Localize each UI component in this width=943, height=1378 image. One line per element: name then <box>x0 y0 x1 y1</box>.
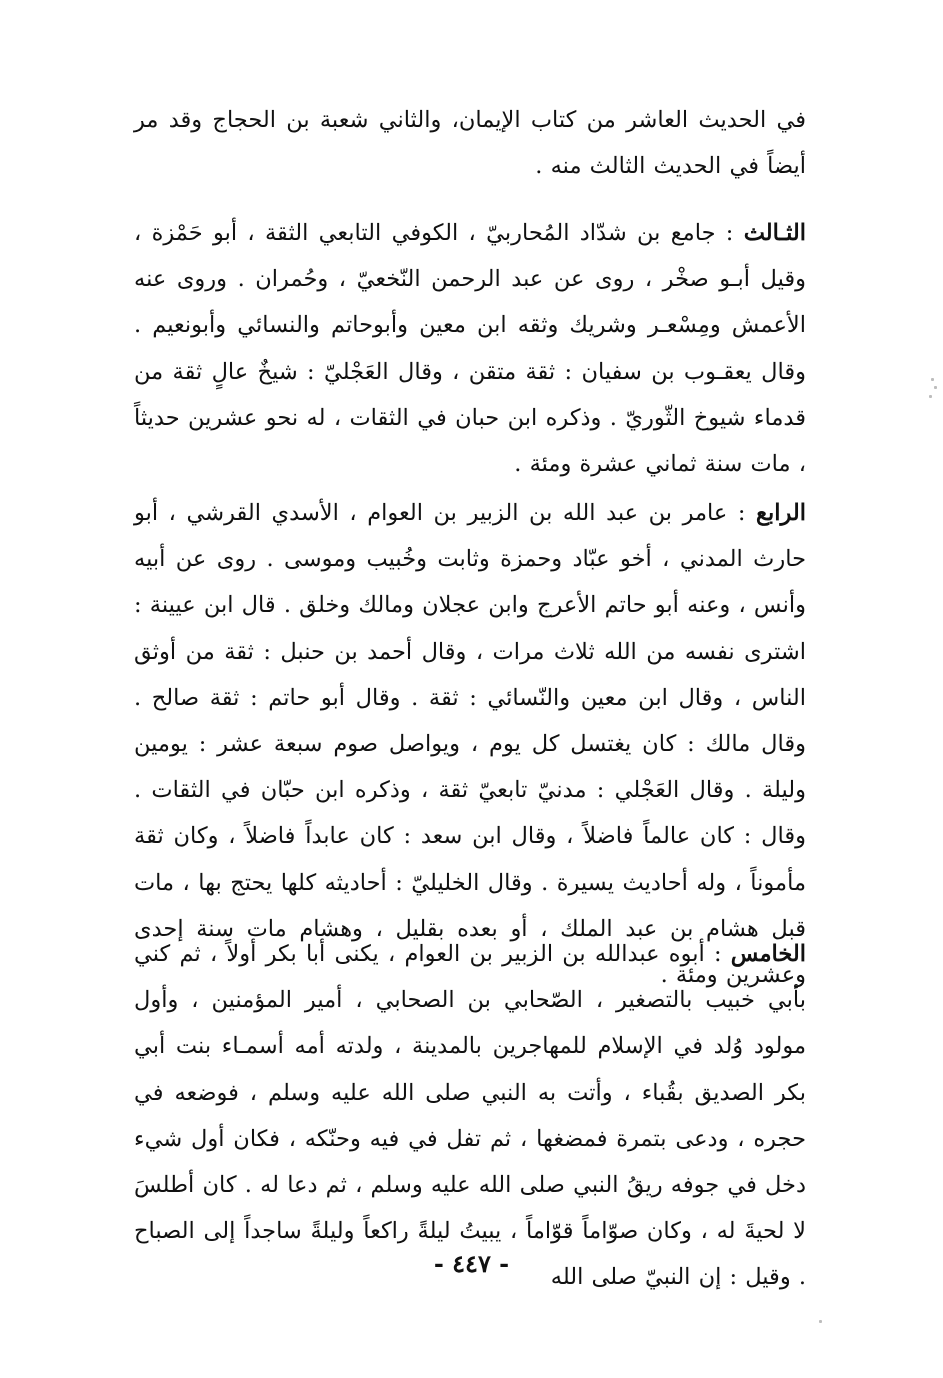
narrator-fifth-paragraph <box>134 931 806 1301</box>
narrator-fourth-heading: الرابع <box>755 500 806 526</box>
narrator-third-paragraph <box>134 210 806 487</box>
scan-speck <box>931 378 934 381</box>
narrator-fourth-text: : عامر بن عبد الله بن الزبير بن العوام ، الأسدي القرشي ، أبو حارث المدني ، أخو عبّاد وحمزة وثابت وخُبيب وموسى . روى عن أبيه وأنس ، وعنه أبو حاتم الأعرج وابن عجلان ومالك وخلق . قال ابن عيينة : اشترى نفسه من الله ثلاث مرات ، وقال أحمد بن حنبل : ثقة من أوثق الناس ، وقال ابن معين والنّسائي : ثقة . وقال أبو حاتم : ثقة صالح . وقال مالك : كان يغتسل كل يوم ، ويواصل صوم سبعة عشر : يومين وليلة . وقال العَجْلي : مدنيّ تابعيّ ثقة ، وذكره ابن حبّان في الثقات . وقال : كان عالماً فاضلاً ، وقال ابن سعد : كان عابداً فاضلاً ، وكان ثقة مأموناً ، وله أحاديث يسيرة . وقال الخليليّ : أحاديثه كلها يحتج بها ، مات قبل هشام بن عبد الملك ، أو بعده بقليل ، وهشام مات سنة إحدى وعشرين ومئة . <box>134 500 806 989</box>
narrator-third-text: : جامع بن شدّاد المُحاربيّ ، الكوفي التابعي الثقة ، أبو حَمْزة ، وقيل أبـو صخْر ، روى عن عبد الرحمن النّخعيّ ، وحُمران . وروى عنه الأعمش ومِسْعـر وشريك وثقه ابن معين وأبوحاتم والنسائي وأبونعيم . وقال يعقـوب بن سفيان : ثقة متقن ، وقال العَجْليّ : شيخٌ عالٍ ثقة من قدماء شيوخ الثّوريّ . وذكره ابن حبان في الثقات ، له نحو عشرين حديثاً ، مات سنة ثماني عشرة ومئة . <box>134 220 806 478</box>
intro-text: في الحديث العاشر من كتاب الإيمان، والثاني شعبة بن الحجاج وقد مر أيضاً في الحديث الثالث منه . <box>134 107 806 180</box>
intro-paragraph <box>134 97 806 189</box>
narrator-fifth-text: : أبوه عبدالله بن الزبير بن العوام ، يكنى أبا بكر أولاً ، ثم كني بأبي خبيب بالتصغير ، الصّحابي بن الصحابي ، أمير المؤمنين ، وأول مولود وُلد في الإسلام للمهاجرين بالمدينة ، ولدته أمه أسمـاء بنت أبي بكر الصديق بقُباء ، وأتت به النبي صلى الله عليه وسلم ، فوضعه في حجره ، ودعى بتمرة فمضغها ، ثم تفل في فيه وحنّكه ، فكان أول شيء دخل في جوفه ريقُ النبي صلى الله عليه وسلم ، ثم دعا له . كان أطلسَ لا لحيةَ له ، وكان صوّاماً قوّاماً ، يبيتُ ليلةً راكعاً وليلةً ساجداً إلى الصباح . وقيل : إن النبيّ صلى الله <box>134 941 806 1291</box>
page-number: - ٤٤٧ - <box>433 1249 510 1278</box>
narrator-fourth-paragraph <box>134 490 806 998</box>
narrator-third-heading: الثـالث <box>743 220 806 246</box>
scan-speck <box>819 1320 822 1323</box>
narrator-fifth-heading: الخامس <box>730 941 806 967</box>
scan-speck <box>934 386 937 389</box>
scan-speck <box>929 395 932 398</box>
